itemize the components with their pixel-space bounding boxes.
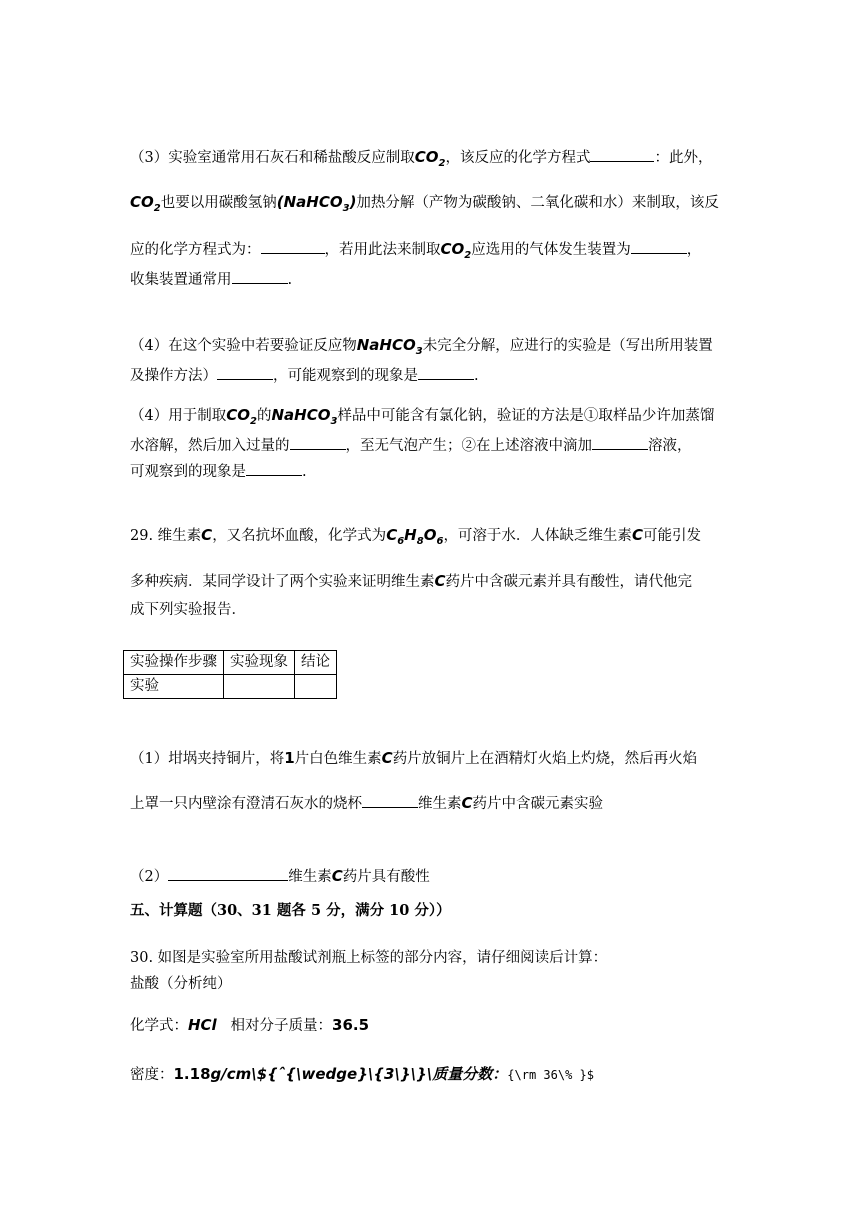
answer-blank[interactable] bbox=[261, 239, 325, 254]
answer-blank[interactable] bbox=[168, 866, 288, 881]
formula-nahco3: NaHCO$_3$ bbox=[356, 336, 423, 357]
formula-co2: $CO_2$ bbox=[414, 148, 446, 169]
answer-blank[interactable] bbox=[217, 365, 273, 380]
answer-blank[interactable] bbox=[362, 793, 418, 808]
q28-p3-line2: $CO_2$也要以用碳酸氢钠(NaHCO$_3$)加热分解（产物为碳酸钠、二氧化碳和水）来制取，该反 bbox=[130, 193, 719, 214]
q29-line2: 多种疾病．某同学设计了两个实验来证明维生素C药片中含碳元素并具有酸性，请代他完 bbox=[130, 572, 693, 590]
formula-co2: $CO_2$ bbox=[130, 193, 161, 214]
table-cell[interactable] bbox=[224, 675, 295, 699]
section-title: 五、计算题（30、31 题各 5 分，满分 10 分）） bbox=[130, 902, 451, 919]
q29-s2-line1: （2） 维生素C药片具有酸性 bbox=[130, 867, 430, 885]
density-value: 1.18 bbox=[173, 1065, 211, 1083]
density-unit: g/cm bbox=[210, 1065, 252, 1083]
answer-blank[interactable] bbox=[246, 461, 302, 476]
table-header-row bbox=[124, 651, 337, 675]
formula-co2: $CO_2$ bbox=[440, 240, 472, 261]
q28-p4a-line1: （4）在这个实验中若要验证反应物NaHCO$_3$未完全分解，应进行的实验是（写出所用装置 bbox=[130, 336, 713, 357]
formula-vitamin-c: C bbox=[201, 526, 213, 544]
formula-vitamin-c: C bbox=[461, 794, 473, 812]
table-row bbox=[124, 675, 337, 699]
q30-line2: 盐酸（分析纯） bbox=[130, 976, 232, 992]
q29-line1: 29. 维生素C，又名抗坏血酸，化学式为$C_6H_8O_6$，可溶于水．人体缺乏维生素C可能引发 bbox=[130, 526, 701, 547]
raw-latex: \${ˆ{\wedge}\{3\}\}\ bbox=[251, 1065, 433, 1083]
answer-blank[interactable] bbox=[232, 269, 288, 284]
molar-mass: 36.5 bbox=[332, 1016, 370, 1034]
experiment-report-table bbox=[123, 650, 337, 699]
q28-p3-line4: 收集装置通常用 . bbox=[130, 269, 292, 290]
q28-p4b-line1: （4）用于制取$CO_2$的NaHCO$_3$样品中可能含有氯化钠，验证的方法是①取样品少许加蒸馏 bbox=[130, 406, 715, 427]
q30-line1: 30. 如图是实验室所用盐酸试剂瓶上标签的部分内容，请仔细阅读后计算： bbox=[130, 950, 608, 966]
table-cell: 实验 bbox=[124, 675, 224, 699]
formula-co2: $CO_2$ bbox=[226, 406, 257, 427]
formula-hcl: HCl bbox=[188, 1016, 217, 1034]
q29-line3: 成下列实验报告． bbox=[130, 602, 246, 618]
table-header-cell: 实验现象 bbox=[224, 651, 295, 675]
number-one: 1 bbox=[284, 749, 295, 767]
answer-blank[interactable] bbox=[590, 147, 654, 162]
table-header-cell: 实验操作步骤 bbox=[124, 651, 224, 675]
table-header-cell: 结论 bbox=[295, 651, 337, 675]
formula-nahco3: (NaHCO$_3$) bbox=[276, 193, 357, 214]
formula-vitamin-c: C bbox=[381, 749, 393, 767]
q29-s1-line1: （1）坩埚夹持铜片，将1片白色维生素C药片放铜片上在酒精灯火焰上灼烧，然后再火焰 bbox=[130, 749, 698, 767]
answer-blank[interactable] bbox=[631, 239, 687, 254]
q28-p4b-line3: 可观察到的现象是 . bbox=[130, 461, 307, 482]
formula-vitamin-c: C bbox=[434, 572, 446, 590]
q30-line4: 密度：1.18g/cm\${ˆ{\wedge}\{3\}\}\质量分数：{\rm 36\% }$ bbox=[130, 1065, 594, 1083]
q28-p4a-line2: 及操作方法） ，可能观察到的现象是 . bbox=[130, 365, 479, 386]
mass-fraction-label: 质量分数： bbox=[432, 1065, 508, 1083]
raw-latex: {\rm 36\% }$ bbox=[507, 1068, 594, 1082]
q28-p3-line1: （3）实验室通常用石灰石和稀盐酸反应制取$CO_2$，该反应的化学方程式 ：此外， bbox=[130, 148, 713, 169]
q28-p3-line3: 应的化学方程式为： ，若用此法来制取$CO_2$应选用的气体发生装置为 ， bbox=[130, 240, 702, 261]
q29-s1-line2: 上罩一只内壁涂有澄清石灰水的烧杯 维生素C药片中含碳元素实验 bbox=[130, 794, 604, 812]
formula-c6h8o6: $C_6H_8O_6$ bbox=[386, 526, 444, 547]
answer-blank[interactable] bbox=[290, 435, 346, 450]
table-cell[interactable] bbox=[295, 675, 337, 699]
formula-nahco3: NaHCO$_3$ bbox=[271, 406, 338, 427]
q28-p4b-line2: 水溶解，然后加入过量的 ，至无气泡产生；②在上述溶液中滴加 溶液， bbox=[130, 435, 692, 456]
formula-vitamin-c: C bbox=[331, 867, 343, 885]
q30-line3: 化学式：HCl 相对分子质量：36.5 bbox=[130, 1016, 370, 1034]
answer-blank[interactable] bbox=[592, 435, 648, 450]
answer-blank[interactable] bbox=[418, 365, 474, 380]
formula-vitamin-c: C bbox=[631, 526, 643, 544]
